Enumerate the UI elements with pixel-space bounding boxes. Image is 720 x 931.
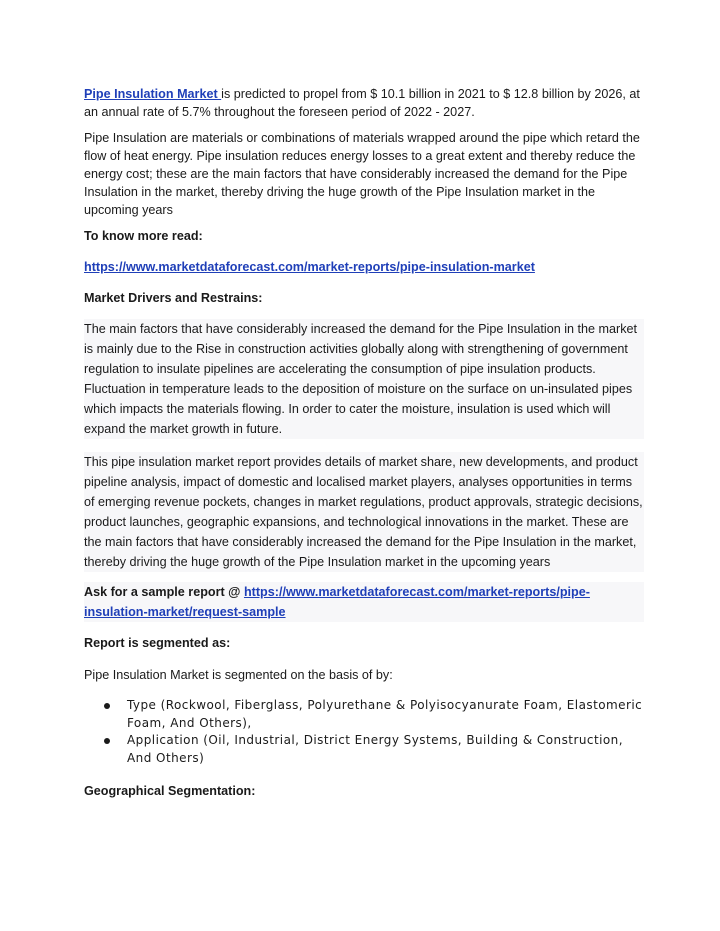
- market-report-link[interactable]: https://www.marketdataforecast.com/market-reports/pipe-insulation-market: [84, 260, 535, 274]
- drivers-paragraph: The main factors that have considerably increased the demand for the Pipe Insulation in the market is mainly due to the Rise in construction activities globally along with strengthening of government regulation to insulate pipelines are accelerating the consumption of pipe insulation products. Fluctuation in temperature leads to the deposition of moisture on the surface on un-insulated pipes which impacts the materials flowing. In order to cater the moisture, insulation is used which will expand the market growth in future.: [84, 319, 644, 439]
- sample-request-link[interactable]: https://www.marketdataforecast.com/market-reports/pipe-insulation-market/request-sample: [84, 585, 590, 619]
- segment-list: [84, 697, 644, 767]
- pipe-insulation-market-link[interactable]: Pipe Insulation Market: [84, 87, 222, 101]
- list-item: Application (Oil, Industrial, District Energy Systems, Building & Construction, And Others): [84, 732, 644, 767]
- segmented-heading: Report is segmented as:: [84, 636, 231, 650]
- know-more-link-paragraph: [84, 258, 644, 276]
- intro-paragraph: [84, 85, 644, 121]
- sample-label: Ask for a sample report @: [84, 585, 244, 599]
- definition-paragraph: Pipe Insulation are materials or combinations of materials wrapped around the pipe which retard the flow of heat energy. Pipe insulation reduces energy losses to a great extent and thereby reduce the energy cost; these are the main factors that have considerably increased the demand for the Pipe Insulation in the market, thereby driving the huge growth of the Pipe Insulation market in the upcoming years: [84, 131, 640, 217]
- drivers-heading: Market Drivers and Restrains:: [84, 291, 263, 305]
- document-page: [84, 84, 644, 800]
- bullet-icon: [104, 703, 110, 709]
- geo-heading: Geographical Segmentation:: [84, 784, 256, 798]
- list-item: Type (Rockwool, Fiberglass, Polyurethane & Polyisocyanurate Foam, Elastomeric Foam, And Others),: [84, 697, 644, 732]
- know-more-heading: To know more read:: [84, 229, 203, 243]
- segmented-intro: Pipe Insulation Market is segmented on the basis of by:: [84, 668, 393, 682]
- report-details-paragraph: This pipe insulation market report provides details of market share, new developments, and product pipeline analysis, impact of domestic and localised market players, analyses opportunities in terms of emerging revenue pockets, changes in market regulations, product approvals, strategic decisions, product launches, geographic expansions, and technological innovations in the market. These are the main factors that have considerably increased the demand for the Pipe Insulation in the market, thereby driving the huge growth of the Pipe Insulation market in the upcoming years: [84, 452, 644, 572]
- intro-text: is predicted to propel from $ 10.1 billion in 2021 to $ 12.8 billion by 2026, at an annual rate of 5.7% throughout the foreseen period of 2022 - 2027.: [84, 87, 640, 119]
- bullet-icon: [104, 738, 110, 744]
- sample-paragraph: [84, 582, 644, 622]
